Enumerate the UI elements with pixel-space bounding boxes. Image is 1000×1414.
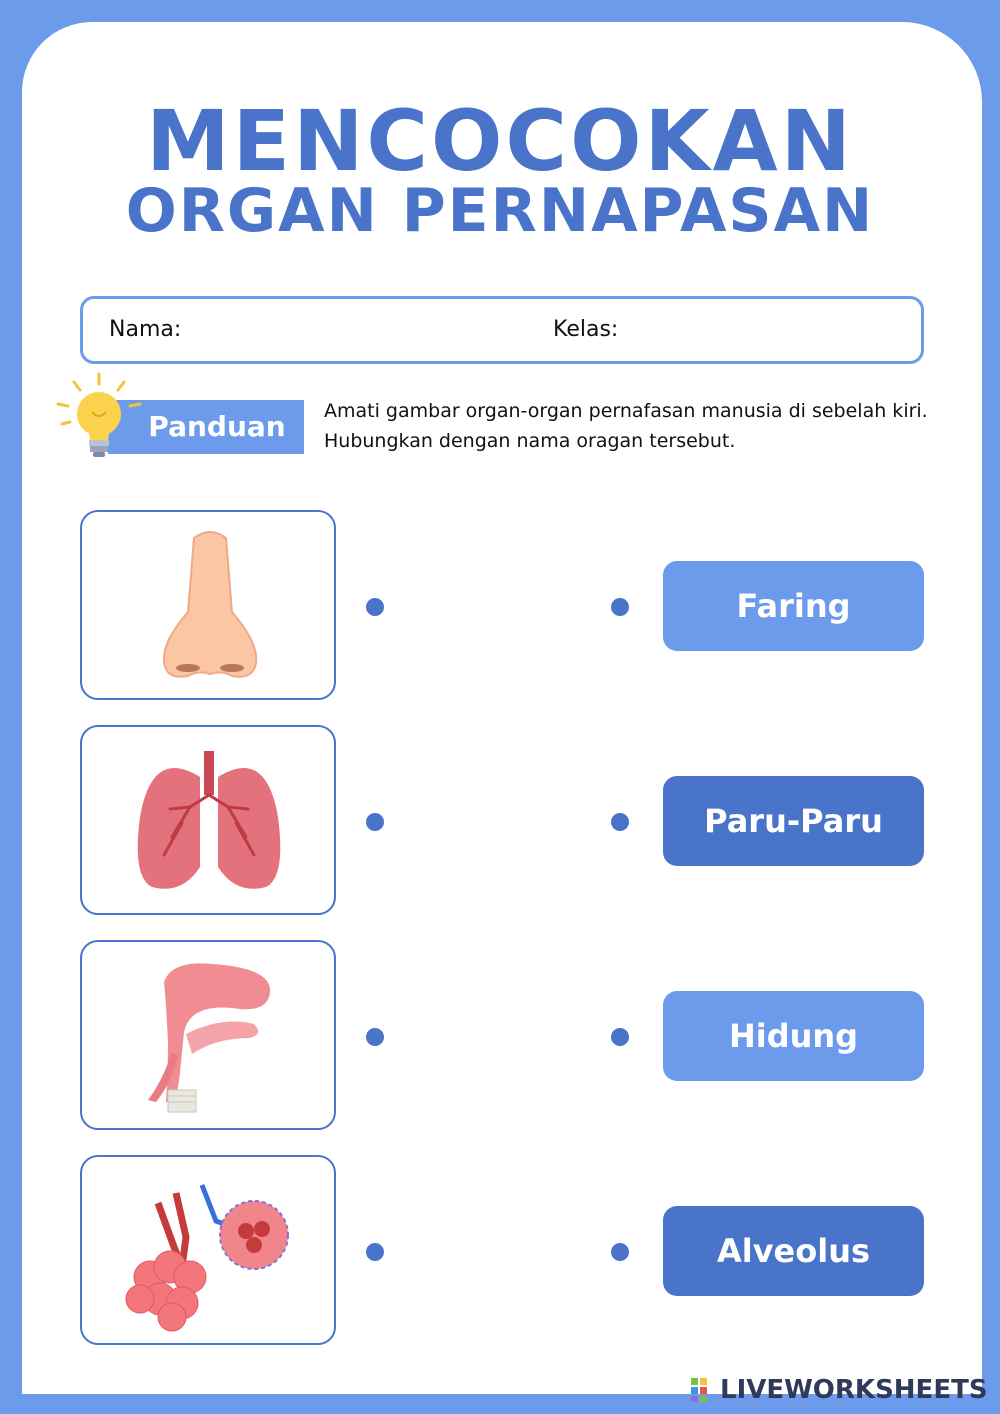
label-faring[interactable]: Faring [663, 561, 924, 651]
picture-card-alveolus [80, 1155, 336, 1345]
match-dot-left-4[interactable] [366, 1243, 384, 1261]
match-dot-left-1[interactable] [366, 598, 384, 616]
liveworksheets-logo-icon [690, 1377, 716, 1403]
guide-text: Amati gambar organ-organ pernafasan manusia di sebelah kiri. Hubungkan dengan nama oragan tersebut. [324, 400, 928, 452]
lightbulb-icon [54, 372, 144, 464]
nose-icon [82, 512, 338, 702]
name-label: Nama: [109, 317, 182, 342]
class-label: Kelas: [553, 317, 619, 342]
brand-name: LIVEWORKSHEETS [720, 1375, 988, 1405]
match-dot-right-3[interactable] [611, 1028, 629, 1046]
guide-badge: Panduan [108, 400, 304, 454]
picture-card-pharynx [80, 940, 336, 1130]
picture-card-nose [80, 510, 336, 700]
match-dot-left-2[interactable] [366, 813, 384, 831]
pharynx-icon [82, 942, 338, 1132]
page-title: MENCOCOKAN [146, 92, 854, 190]
lungs-icon [82, 727, 338, 917]
label-paru-paru[interactable]: Paru-Paru [663, 776, 924, 866]
match-dot-right-4[interactable] [611, 1243, 629, 1261]
picture-card-lungs [80, 725, 336, 915]
student-info-box [80, 296, 924, 364]
match-dot-right-1[interactable] [611, 598, 629, 616]
label-hidung[interactable]: Hidung [663, 991, 924, 1081]
match-dot-right-2[interactable] [611, 813, 629, 831]
page-subtitle: ORGAN PERNAPASAN [125, 176, 875, 246]
match-dot-left-3[interactable] [366, 1028, 384, 1046]
label-alveolus[interactable]: Alveolus [663, 1206, 924, 1296]
liveworksheets-logo [690, 1374, 988, 1406]
alveolus-icon [82, 1157, 338, 1347]
